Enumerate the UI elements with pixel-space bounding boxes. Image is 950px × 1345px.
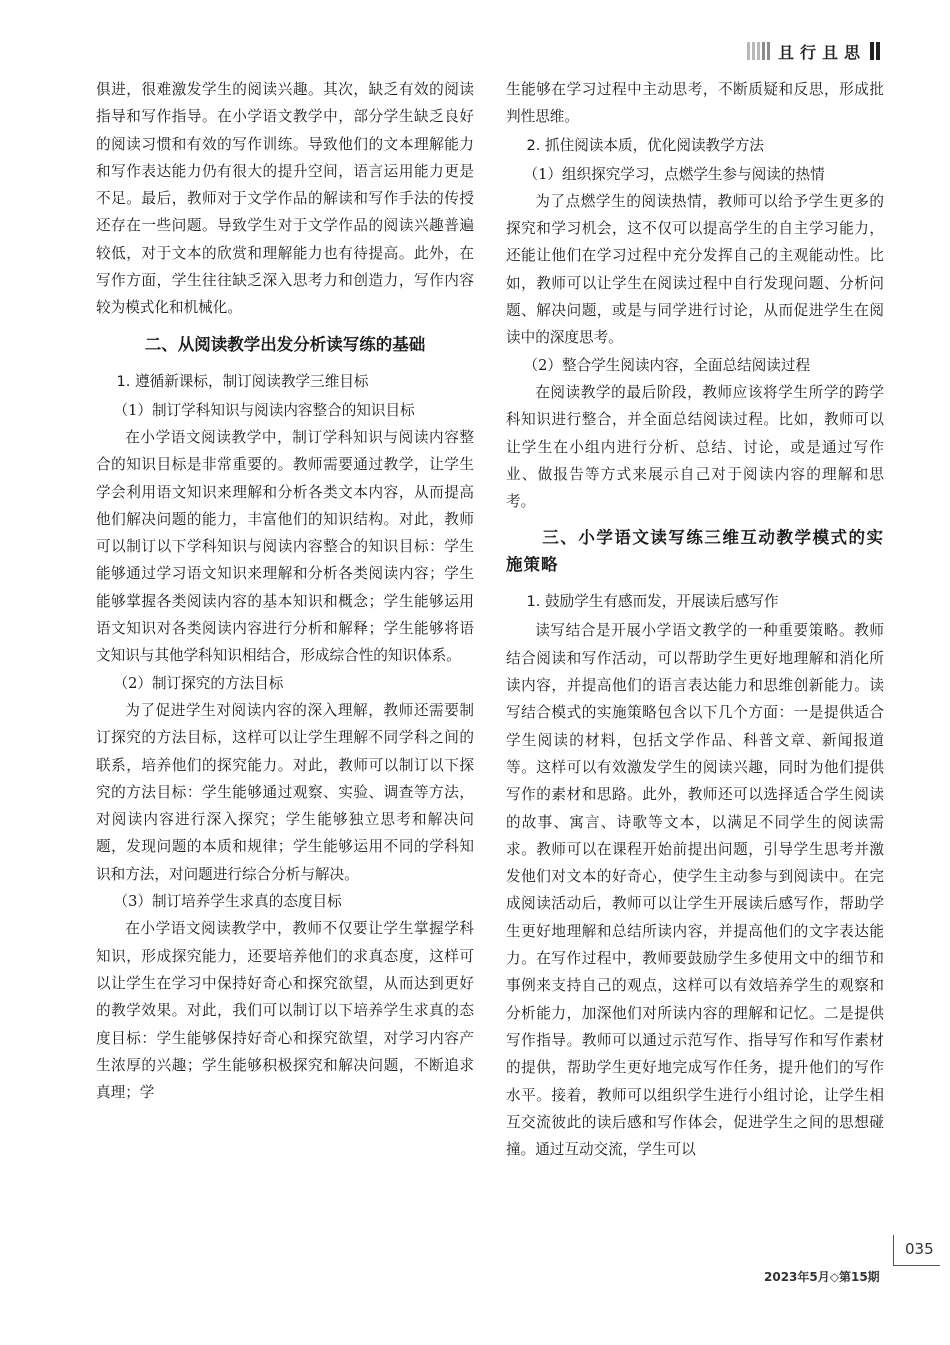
section-heading-3: 三、小学语文读写练三维互动教学模式的实施策略 — [506, 528, 884, 575]
sub-item-heading: （1）组织探究学习，点燃学生参与阅读的热情 — [523, 165, 825, 183]
paragraph: 俱进，很难激发学生的阅读兴趣。其次，缺乏有效的阅读指导和写作指导。在小学语文教学中，部分学生缺乏良好的阅读习惯和有效的写作训练。导致他们的文本理解能力和写作表达能力仍有很大的提升空间，语言运用能力更是不足。最后，教师对于文学作品的解读和写作手法的传授还存在一些问题。导致学生对于文学作品的阅读兴趣普遍较低，对于文本的欣赏和理解能力也有待提高。此外，在写作方面，学生往往缺乏深入思考力和创造力，写作内容较为模式化和机械化。 — [96, 81, 474, 317]
paragraph: 生能够在学习过程中主动思考，不断质疑和反思，形成批判性思维。 — [506, 81, 884, 126]
subsection-heading-3-1: 1. 鼓励学生有感而发，开展读后感写作 — [526, 593, 779, 611]
header-endbar-decoration — [870, 42, 880, 60]
sub-item-heading: （1）制订学科知识与阅读内容整合的知识目标 — [113, 401, 415, 419]
paragraph: 读写结合是开展小学语文教学的一种重要策略。教师结合阅读和写作活动，可以帮助学生更好地理解和消化所读内容，并提高他们的语言表达能力和思维创新能力。读写结合模式的实施策略包含以下几个方面：一是提供适合学生阅读的材料，包括文学作品、科普文章、新闻报道等。这样可以有效激发学生的阅读兴趣，同时为他们提供写作的素材和思路。此外，教师还可以选择适合学生阅读的故事、寓言、诗歌等文本，以满足不同学生的阅读需求。教师可以在课程开始前提出问题，引导学生思考并激发他们对文本的好奇心，使学生主动参与到阅读中。在完成阅读活动后，教师可以让学生开展读后感写作，帮助学生更好地理解和总结所读内容，并提高他们的文字表达能力。在写作过程中，教师要鼓励学生多使用文中的细节和事例来支持自己的观点，这样可以有效培养学生的观察和分析能力，加深他们对所读内容的理解和记忆。二是提供写作指导。教师可以通过示范写作、指导写作和写作素材的提供，帮助学生更好地完成写作任务，提升他们的写作水平。接着，教师可以组织学生进行小组讨论，让学生相互交流彼此的读后感和写作体会，促进学生之间的思想碰撞。通过互动交流，学生可以 — [506, 622, 884, 1159]
paragraph: 为了促进学生对阅读内容的深入理解，教师还需要制订探究的方法目标，这样可以让学生理解不同学科之间的联系，培养他们的探究能力。对此，教师可以制订以下探究的方法目标：学生能够通过观察、实验、调查等方法，对阅读内容进行深入探究；学生能够独立思考和解决问题，发现问题的本质和规律；学生能够运用不同的学科知识和方法，对问题进行综合分析与解决。 — [96, 701, 474, 883]
sub-item-heading: （2）整合学生阅读内容，全面总结阅读过程 — [523, 356, 811, 374]
subsection-heading-2-1: 1. 遵循新课标，制订阅读教学三维目标 — [116, 372, 369, 390]
paragraph: 在小学语文阅读教学中，教师不仅要让学生掌握学科知识，形成探究能力，还要培养他们的求真态度，这样可以让学生在学习中保持好奇心和探究欲望，从而达到更好的教学效果。对此，我们可以制订以下培养学生求真的态度目标：学生能够保持好奇心和探究欲望，对学习内容产生浓厚的兴趣；学生能够积极探究和解决问题，不断追求真理；学 — [96, 920, 474, 1102]
running-header — [747, 40, 880, 62]
sub-item-heading: （2）制订探究的方法目标 — [113, 674, 284, 692]
header-title: 且行且思 — [777, 42, 866, 62]
paragraph: 在阅读教学的最后阶段，教师应该将学生所学的跨学科知识进行整合，并全面总结阅读过程。比如，教师可以让学生在小组内进行分析、总结、讨论，或是通过写作业、做报告等方式来展示自己对于阅读内容的理解和思考。 — [506, 383, 884, 511]
issue-label: 2023年5月◇第15期 — [764, 1270, 880, 1284]
page-number: 035 — [905, 1240, 934, 1258]
header-stripes-decoration — [747, 42, 770, 60]
left-column — [96, 76, 474, 1106]
paragraph: 为了点燃学生的阅读热情，教师可以给予学生更多的探究和学习机会，这不仅可以提高学生的自主学习能力，还能让他们在学习过程中充分发挥自己的主观能动性。比如，教师可以让学生在阅读过程中自行发现问题、分析问题、解决问题，或是与同学进行讨论，从而促进学生在阅读中的深度思考。 — [506, 192, 884, 347]
paragraph: 在小学语文阅读教学中，制订学科知识与阅读内容整合的知识目标是非常重要的。教师需要通过教学，让学生学会利用语文知识来理解和分析各类文本内容，从而提高他们解决问题的能力，丰富他们的知识结构。对此，教师可以制订以下学科知识与阅读内容整合的知识目标：学生能够通过学习语文知识来理解和分析各类阅读内容；学生能够掌握各类阅读内容的基本知识和概念；学生能够运用语文知识对各类阅读内容进行分析和解释；学生能够将语文知识与其他学科知识相结合，形成综合性的知识体系。 — [96, 428, 474, 665]
right-column — [506, 76, 884, 1163]
sub-item-heading: （3）制订培养学生求真的态度目标 — [113, 893, 342, 911]
section-heading-2: 二、从阅读教学出发分析读写练的基础 — [144, 334, 426, 354]
subsection-heading-2-2: 2. 抓住阅读本质，优化阅读教学方法 — [526, 136, 764, 154]
